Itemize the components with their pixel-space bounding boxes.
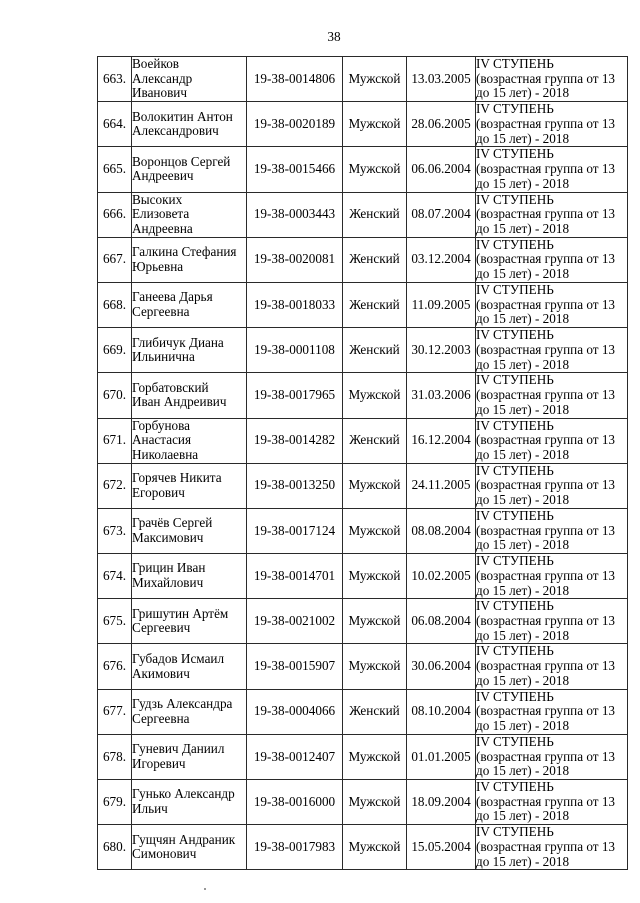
birth-date-cell: 15.05.2004	[407, 825, 476, 870]
participant-id-cell: 19-38-0017983	[247, 825, 343, 870]
participant-id-cell: 19-38-0018033	[247, 282, 343, 327]
stage-cell: IV СТУПЕНЬ (возрастная группа от 13 до 15 лет) - 2018	[476, 57, 628, 102]
row-number-cell: 663.	[98, 57, 132, 102]
stage-cell: IV СТУПЕНЬ (возрастная группа от 13 до 15 лет) - 2018	[476, 554, 628, 599]
table-row	[98, 599, 628, 644]
gender-cell: Мужской	[343, 463, 407, 508]
table-row	[98, 780, 628, 825]
full-name-cell: Грицин Иван Михайлович	[132, 554, 247, 599]
gender-cell: Женский	[343, 328, 407, 373]
table-row	[98, 508, 628, 553]
participant-id-cell: 19-38-0012407	[247, 734, 343, 779]
gender-cell: Мужской	[343, 147, 407, 192]
register-table	[97, 56, 628, 870]
birth-date-cell: 08.10.2004	[407, 689, 476, 734]
gender-cell: Женский	[343, 237, 407, 282]
gender-cell: Мужской	[343, 102, 407, 147]
participant-id-cell: 19-38-0020081	[247, 237, 343, 282]
stage-cell: IV СТУПЕНЬ (возрастная группа от 13 до 15 лет) - 2018	[476, 644, 628, 689]
participant-id-cell: 19-38-0014282	[247, 418, 343, 463]
stage-cell: IV СТУПЕНЬ (возрастная группа от 13 до 15 лет) - 2018	[476, 734, 628, 779]
participant-id-cell: 19-38-0013250	[247, 463, 343, 508]
full-name-cell: Глибичук Диана Ильинична	[132, 328, 247, 373]
full-name-cell: Гуневич Даниил Игоревич	[132, 734, 247, 779]
birth-date-cell: 31.03.2006	[407, 373, 476, 418]
full-name-cell: Гудзь Александра Сергеевна	[132, 689, 247, 734]
full-name-cell: Горячев Никита Егорович	[132, 463, 247, 508]
full-name-cell: Гришутин Артём Сергеевич	[132, 599, 247, 644]
birth-date-cell: 13.03.2005	[407, 57, 476, 102]
row-number-cell: 666.	[98, 192, 132, 237]
row-number-cell: 670.	[98, 373, 132, 418]
full-name-cell: Гущчян Андраник Симонович	[132, 825, 247, 870]
gender-cell: Мужской	[343, 780, 407, 825]
table-row	[98, 689, 628, 734]
birth-date-cell: 11.09.2005	[407, 282, 476, 327]
table-row	[98, 328, 628, 373]
row-number-cell: 672.	[98, 463, 132, 508]
gender-cell: Мужской	[343, 734, 407, 779]
table-row	[98, 554, 628, 599]
table-row	[98, 734, 628, 779]
page-number: 38	[327, 29, 341, 44]
gender-cell: Мужской	[343, 373, 407, 418]
participant-id-cell: 19-38-0015466	[247, 147, 343, 192]
table-row	[98, 192, 628, 237]
participant-id-cell: 19-38-0017124	[247, 508, 343, 553]
table-row	[98, 102, 628, 147]
birth-date-cell: 03.12.2004	[407, 237, 476, 282]
participant-id-cell: 19-38-0001108	[247, 328, 343, 373]
row-number-cell: 667.	[98, 237, 132, 282]
stage-cell: IV СТУПЕНЬ (возрастная группа от 13 до 15 лет) - 2018	[476, 282, 628, 327]
birth-date-cell: 24.11.2005	[407, 463, 476, 508]
birth-date-cell: 28.06.2005	[407, 102, 476, 147]
stage-cell: IV СТУПЕНЬ (возрастная группа от 13 до 15 лет) - 2018	[476, 147, 628, 192]
birth-date-cell: 30.12.2003	[407, 328, 476, 373]
full-name-cell: Галкина Стефания Юрьевна	[132, 237, 247, 282]
table-row	[98, 373, 628, 418]
row-number-cell: 674.	[98, 554, 132, 599]
scan-speck	[204, 888, 206, 890]
row-number-cell: 675.	[98, 599, 132, 644]
participant-id-cell: 19-38-0021002	[247, 599, 343, 644]
participant-id-cell: 19-38-0017965	[247, 373, 343, 418]
row-number-cell: 665.	[98, 147, 132, 192]
birth-date-cell: 06.06.2004	[407, 147, 476, 192]
stage-cell: IV СТУПЕНЬ (возрастная группа от 13 до 15 лет) - 2018	[476, 102, 628, 147]
stage-cell: IV СТУПЕНЬ (возрастная группа от 13 до 15 лет) - 2018	[476, 689, 628, 734]
stage-cell: IV СТУПЕНЬ (возрастная группа от 13 до 15 лет) - 2018	[476, 780, 628, 825]
gender-cell: Женский	[343, 192, 407, 237]
row-number-cell: 679.	[98, 780, 132, 825]
stage-cell: IV СТУПЕНЬ (возрастная группа от 13 до 15 лет) - 2018	[476, 508, 628, 553]
row-number-cell: 671.	[98, 418, 132, 463]
gender-cell: Мужской	[343, 57, 407, 102]
full-name-cell: Гунько Александр Ильич	[132, 780, 247, 825]
table-row	[98, 463, 628, 508]
full-name-cell: Волокитин Антон Александрович	[132, 102, 247, 147]
row-number-cell: 668.	[98, 282, 132, 327]
full-name-cell: Грачёв Сергей Максимович	[132, 508, 247, 553]
participant-id-cell: 19-38-0014701	[247, 554, 343, 599]
gender-cell: Мужской	[343, 554, 407, 599]
table-row	[98, 147, 628, 192]
participant-id-cell: 19-38-0016000	[247, 780, 343, 825]
participant-id-cell: 19-38-0003443	[247, 192, 343, 237]
birth-date-cell: 01.01.2005	[407, 734, 476, 779]
participant-id-cell: 19-38-0015907	[247, 644, 343, 689]
gender-cell: Мужской	[343, 508, 407, 553]
birth-date-cell: 08.07.2004	[407, 192, 476, 237]
table-row	[98, 825, 628, 870]
row-number-cell: 678.	[98, 734, 132, 779]
full-name-cell: Высоких Елизовета Андреевна	[132, 192, 247, 237]
full-name-cell: Горбатовский Иван Андреивич	[132, 373, 247, 418]
register-table-body	[98, 57, 628, 870]
birth-date-cell: 08.08.2004	[407, 508, 476, 553]
stage-cell: IV СТУПЕНЬ (возрастная группа от 13 до 15 лет) - 2018	[476, 237, 628, 282]
stage-cell: IV СТУПЕНЬ (возрастная группа от 13 до 15 лет) - 2018	[476, 463, 628, 508]
gender-cell: Мужской	[343, 644, 407, 689]
birth-date-cell: 30.06.2004	[407, 644, 476, 689]
participant-id-cell: 19-38-0014806	[247, 57, 343, 102]
full-name-cell: Воейков Александр Иванович	[132, 57, 247, 102]
participant-id-cell: 19-38-0020189	[247, 102, 343, 147]
stage-cell: IV СТУПЕНЬ (возрастная группа от 13 до 15 лет) - 2018	[476, 599, 628, 644]
participant-id-cell: 19-38-0004066	[247, 689, 343, 734]
table-row	[98, 418, 628, 463]
gender-cell: Женский	[343, 418, 407, 463]
full-name-cell: Губадов Исмаил Акимович	[132, 644, 247, 689]
stage-cell: IV СТУПЕНЬ (возрастная группа от 13 до 15 лет) - 2018	[476, 825, 628, 870]
birth-date-cell: 10.02.2005	[407, 554, 476, 599]
stage-cell: IV СТУПЕНЬ (возрастная группа от 13 до 15 лет) - 2018	[476, 328, 628, 373]
row-number-cell: 673.	[98, 508, 132, 553]
row-number-cell: 680.	[98, 825, 132, 870]
row-number-cell: 669.	[98, 328, 132, 373]
gender-cell: Мужской	[343, 825, 407, 870]
stage-cell: IV СТУПЕНЬ (возрастная группа от 13 до 15 лет) - 2018	[476, 192, 628, 237]
full-name-cell: Горбунова Анастасия Николаевна	[132, 418, 247, 463]
birth-date-cell: 16.12.2004	[407, 418, 476, 463]
table-row	[98, 237, 628, 282]
stage-cell: IV СТУПЕНЬ (возрастная группа от 13 до 15 лет) - 2018	[476, 373, 628, 418]
gender-cell: Мужской	[343, 599, 407, 644]
stage-cell: IV СТУПЕНЬ (возрастная группа от 13 до 15 лет) - 2018	[476, 418, 628, 463]
birth-date-cell: 06.08.2004	[407, 599, 476, 644]
gender-cell: Женский	[343, 689, 407, 734]
table-row	[98, 644, 628, 689]
table-row	[98, 282, 628, 327]
table-row	[98, 57, 628, 102]
full-name-cell: Воронцов Сергей Андреевич	[132, 147, 247, 192]
row-number-cell: 677.	[98, 689, 132, 734]
full-name-cell: Ганеева Дарья Сергеевна	[132, 282, 247, 327]
birth-date-cell: 18.09.2004	[407, 780, 476, 825]
row-number-cell: 664.	[98, 102, 132, 147]
gender-cell: Женский	[343, 282, 407, 327]
row-number-cell: 676.	[98, 644, 132, 689]
